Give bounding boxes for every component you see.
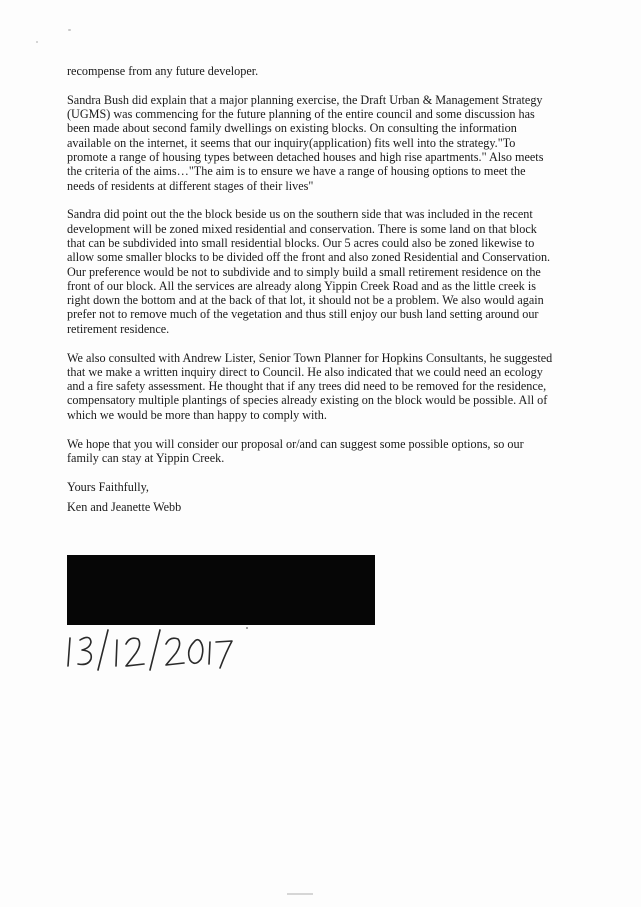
paragraph-andrew-lister-consultation: We also consulted with Andrew Lister, Senior Town Planner for Hopkins Consultants, he suggested that we make a written inquiry direct to Council. He also indicated that we could need an ecology and a fire safety assessment. He thought that if any trees did need to be removed for the residence, compensatory multiple plantings of species already existing on the block would be possible. All of which we would be more than happy to comply with. — [67, 350, 553, 422]
closing-salutation: Yours Faithfully, — [67, 479, 149, 494]
handwritten-date — [64, 626, 264, 674]
redacted-signature-block — [67, 555, 375, 625]
paragraph-closing-request: We hope that you will consider our proposal or/and can suggest some possible options, so our family can stay at Yippin Creek. — [67, 436, 524, 465]
paragraph-southern-block-zoning: Sandra did point out the the block beside us on the southern side that was included in the recent development will be zoned mixed residential and conservation. There is some land on that block that can be subdivided into small residential blocks. Our 5 acres could also be zoned likewise to allow some smaller blocks to be divided off the front and also zoned Residential and Conservation. Our preference would be not to subdivide and to simply build a small retirement residence on the front of our block. All the services are already along Yippin Creek Road and as the little creek is right down the bottom and at the back of that lot, it should not be a problem. We also would again prefer not to remove much of the vegetation and thus still enjoy our bush land setting around our retirement residence. — [67, 207, 551, 336]
scan-speck — [68, 29, 71, 31]
signatories: Ken and Jeanette Webb — [67, 499, 182, 514]
paragraph-sandra-bush-planning: Sandra Bush did explain that a major planning exercise, the Draft Urban & Management Strategy (UGMS) was commencing for the future planning of the entire council and some discussion has been made about second family dwellings on existing blocks. On consulting the information available on the internet, it seems that our inquiry(application) fits well into the strategy."To promote a range of housing types between detached houses and high rise apartments." Also meets the criteria of the aims…"The aim is to ensure we have a range of housing options to meet the needs of residents at different stages of their lives" — [67, 92, 544, 193]
paragraph-recompense: recompense from any future developer. — [67, 64, 259, 78]
scan-artifact-line — [287, 893, 313, 895]
letter-body — [67, 64, 587, 529]
scan-speck — [36, 41, 38, 43]
